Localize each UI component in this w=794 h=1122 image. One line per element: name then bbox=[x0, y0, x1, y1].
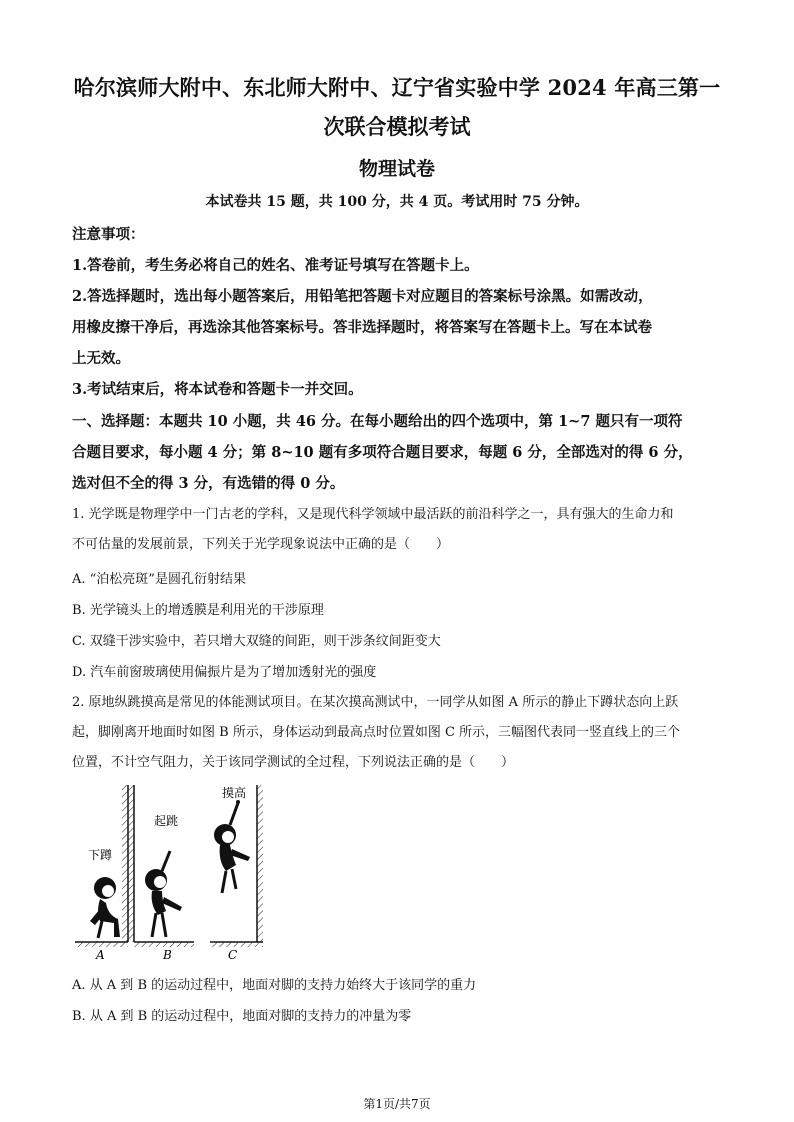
notice-item-3: 3.考试结束后，将本试卷和答题卡一并交回。 bbox=[72, 381, 363, 398]
notice-heading: 注意事项： bbox=[72, 226, 145, 243]
q2-stem-line2: 起，脚刚离开地面时如图 B 所示，身体运动到最高点时位置如图 C 所示，三幅图代表同一竖直线上的三个 bbox=[72, 725, 681, 740]
section1-line2: 合题目要求，每小题 4 分；第 8~10 题有多项符合题目要求，每题 6 分，全部选对的得 6 分， bbox=[72, 444, 693, 461]
notice-item-2-line3: 上无效。 bbox=[72, 350, 130, 367]
q1-option-b: B. 光学镜头上的增透膜是利用光的干涉原理 bbox=[72, 603, 324, 618]
section1-line3: 选对但不全的得 3 分，有选错的得 0 分。 bbox=[72, 475, 345, 492]
page-number: 第1页/共7页 bbox=[363, 1097, 431, 1111]
q1-option-a: A. “泊松亮斑”是圆孔衍射结果 bbox=[72, 572, 246, 587]
notice-item-1: 1.答卷前，考生务必将自己的姓名、准考证号填写在答题卡上。 bbox=[72, 257, 479, 274]
q2-option-b: B. 从 A 到 B 的运动过程中，地面对脚的支持力的冲量为零 bbox=[72, 1009, 412, 1024]
exam-subject: 物理试卷 bbox=[358, 158, 435, 180]
label-a: A bbox=[96, 948, 105, 962]
q1-option-d: D. 汽车前窗玻璃使用偏振片是为了增加透射光的强度 bbox=[72, 665, 377, 680]
q2-stem-line1: 2. 原地纵跳摸高是常见的体能测试项目。在某次摸高测试中，一同学从如图 A 所示的静止下蹲状态向上跃 bbox=[72, 695, 679, 710]
section1-line1: 一、选择题：本题共 10 小题，共 46 分。在每小题给出的四个选项中，第 1~7 题只有一项符 bbox=[72, 413, 683, 430]
jump-figure bbox=[70, 785, 280, 965]
panel-b bbox=[128, 785, 194, 947]
q2-stem-line3: 位置，不计空气阻力，关于该同学测试的全过程，下列说法正确的是（ ） bbox=[72, 755, 515, 770]
q2-option-a: A. 从 A 到 B 的运动过程中，地面对脚的支持力始终大于该同学的重力 bbox=[72, 978, 477, 993]
label-b: B bbox=[163, 948, 172, 962]
panel-c bbox=[210, 785, 263, 947]
label-c: C bbox=[228, 948, 238, 962]
notice-item-2-line2: 用橡皮擦干净后，再选涂其他答案标号。答非选择题时，将答案写在答题卡上。写在本试卷 bbox=[72, 319, 652, 336]
q1-stem-line1: 1. 光学既是物理学中一门古老的学科，又是现代科学领域中最活跃的前沿科学之一，具有强大的生命力和 bbox=[72, 507, 674, 522]
label-squat: 下蹲 bbox=[88, 848, 113, 862]
notice-item-2-line1: 2.答选择题时，选出每小题答案后，用铅笔把答题卡对应题目的答案标号涂黑。如需改动， bbox=[72, 288, 653, 305]
jump-illustration bbox=[70, 785, 280, 965]
exam-title-line1: 哈尔滨师大附中、东北师大附中、辽宁省实验中学 2024 年高三第一 bbox=[73, 75, 721, 100]
label-jump: 起跳 bbox=[154, 814, 179, 828]
panel-a bbox=[75, 785, 128, 947]
exam-intro: 本试卷共 15 题，共 100 分，共 4 页。考试用时 75 分钟。 bbox=[205, 194, 589, 210]
q1-stem-line2: 不可估量的发展前景，下列关于光学现象说法中正确的是（ ） bbox=[72, 537, 450, 552]
q1-option-c: C. 双缝干涉实验中，若只增大双缝的间距，则干涉条纹间距变大 bbox=[72, 634, 441, 649]
label-touch: 摸高 bbox=[222, 786, 247, 800]
exam-title-line2: 次联合模拟考试 bbox=[323, 114, 471, 139]
